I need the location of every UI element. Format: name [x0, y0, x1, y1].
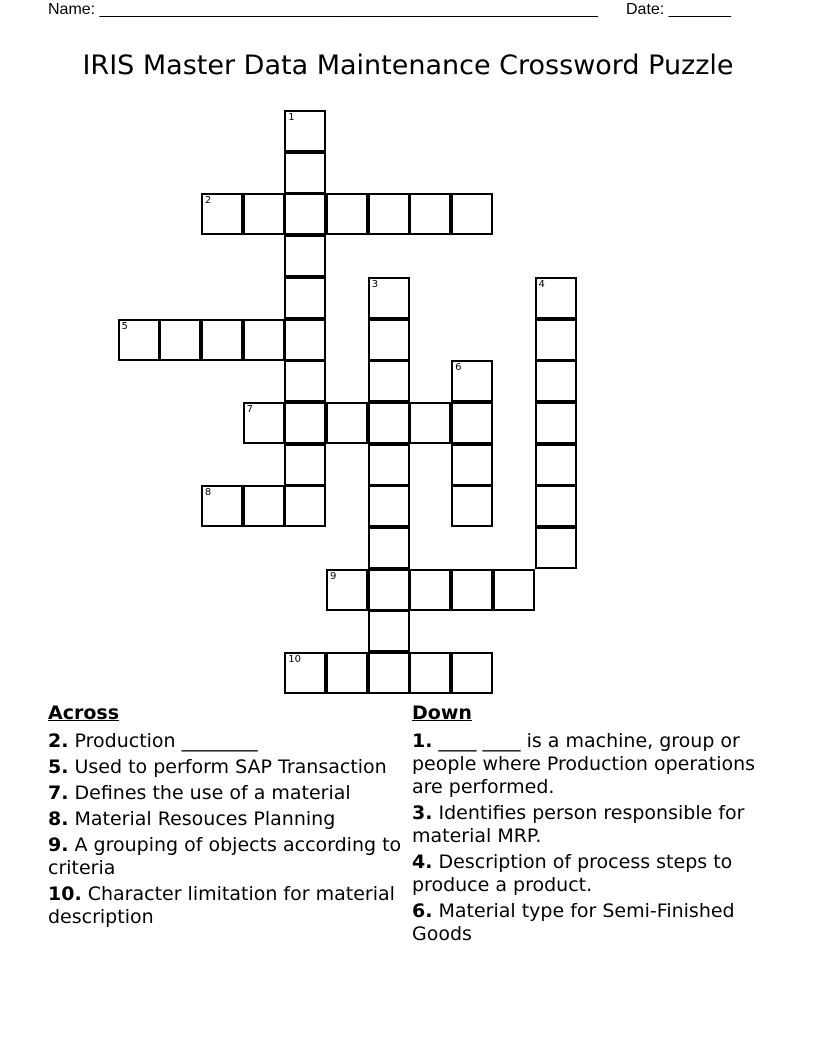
grid-cell[interactable] [284, 652, 326, 694]
grid-cell[interactable] [368, 402, 410, 444]
grid-cell[interactable] [409, 193, 451, 235]
down-clue-list [412, 730, 772, 946]
grid-cell[interactable] [451, 360, 493, 402]
cell-number: 10 [288, 654, 302, 666]
clue-text: Production ________ [74, 730, 258, 752]
grid-cell[interactable] [284, 235, 326, 277]
grid-cell[interactable] [368, 277, 410, 319]
cell-number: 3 [371, 278, 379, 290]
down-clue [412, 900, 772, 946]
cell-number: 9 [330, 570, 337, 582]
grid-cell[interactable] [451, 402, 493, 444]
down-clue [412, 851, 772, 897]
across-clue-list [48, 730, 408, 929]
clue-text: Defines the use of a material [74, 782, 351, 804]
grid-cell[interactable] [535, 319, 577, 361]
clue-text: Used to perform SAP Transaction [74, 756, 387, 778]
grid-cell[interactable] [409, 569, 451, 611]
grid-cell[interactable] [243, 319, 285, 361]
clue-text: ____ ____ is a machine, group or people where Production operations are performed. [412, 730, 756, 798]
cell-number: 1 [288, 112, 295, 123]
grid-cell[interactable] [284, 110, 326, 152]
grid-cell[interactable] [243, 402, 285, 444]
grid-cell[interactable] [201, 319, 243, 361]
clue-number: 2. [48, 730, 69, 752]
grid-cell[interactable] [493, 569, 535, 611]
grid-cell[interactable] [368, 485, 410, 527]
grid-cell[interactable] [368, 360, 410, 402]
date-field-label: Date: _______ [626, 1, 731, 18]
grid-cell[interactable] [451, 485, 493, 527]
clue-text: Identifies person responsible for material MRP. [412, 802, 745, 847]
cell-number: 2 [204, 195, 212, 207]
grid-cell[interactable] [284, 402, 326, 444]
clue-text: Character limitation for material description [48, 883, 395, 928]
grid-cell[interactable] [284, 360, 326, 402]
grid-cell[interactable] [451, 444, 493, 486]
grid-cell[interactable] [118, 319, 160, 361]
grid-cell[interactable] [535, 360, 577, 402]
grid-cell[interactable] [368, 193, 410, 235]
name-field-label: Name: ________________________________________________________ [48, 1, 598, 18]
down-clue [412, 802, 772, 848]
grid-cell[interactable] [159, 319, 201, 361]
grid-cell[interactable] [368, 444, 410, 486]
grid-cell[interactable] [451, 193, 493, 235]
grid-cell[interactable] [535, 402, 577, 444]
clue-text: Material Resouces Planning [74, 808, 336, 830]
across-heading: Across [48, 702, 120, 724]
grid-cell[interactable] [326, 652, 368, 694]
cell-number: 7 [246, 403, 253, 415]
grid-cell[interactable] [326, 402, 368, 444]
cell-number: 6 [455, 362, 462, 374]
grid-cell[interactable] [368, 527, 410, 569]
grid-cell[interactable] [451, 569, 493, 611]
down-clues [412, 702, 772, 949]
clue-number: 3. [412, 802, 433, 824]
clue-text: Description of process steps to produce a product. [412, 851, 733, 896]
grid-cell[interactable] [451, 652, 493, 694]
grid-cell[interactable] [535, 444, 577, 486]
grid-cell[interactable] [409, 652, 451, 694]
clue-number: 6. [412, 900, 433, 922]
across-clue [48, 782, 408, 805]
clue-number: 7. [48, 782, 69, 804]
clue-number: 1. [412, 730, 433, 752]
grid-cell[interactable] [368, 569, 410, 611]
down-clue [412, 730, 772, 799]
across-clue [48, 834, 408, 880]
grid-cell[interactable] [535, 527, 577, 569]
grid-cell[interactable] [535, 277, 577, 319]
grid-cell[interactable] [284, 152, 326, 194]
grid-cell[interactable] [326, 569, 368, 611]
grid-cell[interactable] [284, 319, 326, 361]
clue-number: 4. [412, 851, 433, 873]
grid-cell[interactable] [243, 193, 285, 235]
across-clue [48, 808, 408, 831]
grid-cell[interactable] [284, 444, 326, 486]
grid-cell[interactable] [409, 402, 451, 444]
grid-cell[interactable] [368, 610, 410, 652]
clue-number: 5. [48, 756, 69, 778]
grid-cell[interactable] [201, 485, 243, 527]
down-heading: Down [412, 702, 472, 724]
across-clue [48, 883, 408, 929]
across-clues [48, 702, 408, 932]
clue-text: Material type for Semi-Finished Goods [412, 900, 735, 945]
cell-number: 8 [204, 487, 212, 499]
cell-number: 4 [538, 278, 545, 290]
across-clue [48, 730, 408, 753]
grid-cell[interactable] [201, 193, 243, 235]
across-clue [48, 756, 408, 779]
page-title: IRIS Master Data Maintenance Crossword Puzzle [82, 50, 734, 81]
grid-cell[interactable] [284, 193, 326, 235]
cell-number: 5 [121, 320, 128, 332]
grid-cell[interactable] [535, 485, 577, 527]
clue-number: 10. [48, 883, 82, 905]
grid-cell[interactable] [243, 485, 285, 527]
grid-cell[interactable] [368, 652, 410, 694]
grid-cell[interactable] [368, 319, 410, 361]
grid-cell[interactable] [284, 485, 326, 527]
clue-text: A grouping of objects according to criteria [48, 834, 402, 879]
grid-cell[interactable] [284, 277, 326, 319]
grid-cell[interactable] [326, 193, 368, 235]
clue-number: 9. [48, 834, 69, 856]
clue-number: 8. [48, 808, 69, 830]
